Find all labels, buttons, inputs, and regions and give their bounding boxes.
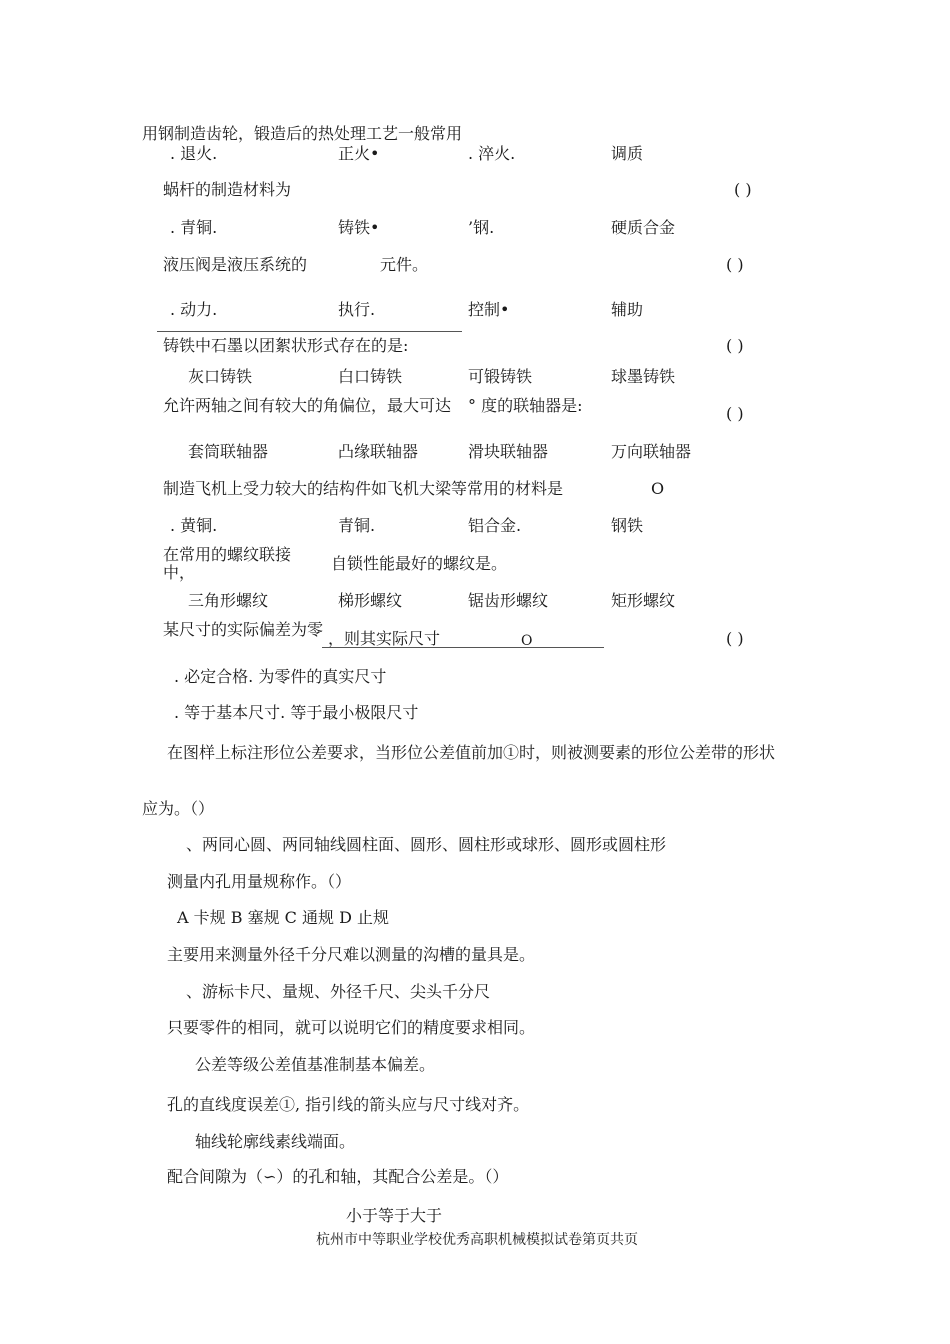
q9-stem-end: 应为。（） [142,799,215,818]
q5-option-a: 套筒联轴器 [188,442,269,461]
page-footer: 杭州市中等职业学校优秀高职机械模拟试卷第页共页 [316,1232,638,1248]
q6-option-b: 青铜. [338,516,376,535]
divider-line [157,331,462,332]
q2-answer-paren: ( ) [734,180,752,199]
q2-option-c: ’钢. [468,218,495,237]
q2-option-a: . 青铜. [170,218,218,237]
q8-options-line2: . 等于基本尺寸. 等于最小极限尺寸 [174,703,419,722]
q1-option-c: . 淬火. [468,144,516,163]
q5-stem: 允许两轴之间有较大的角偏位，最大可达 [163,396,452,415]
q7-option-a: 三角形螺纹 [188,591,269,610]
q4-option-a: 灰口铸铁 [188,367,253,386]
q8-underline [322,647,604,648]
q3-option-b: 执行. [338,300,376,319]
q4-stem: 铸铁中石墨以团絮状形式存在的是: [163,336,409,355]
q2-option-b: 铸铁• [338,218,380,237]
q1-option-d: 调质 [611,144,644,163]
q8-stem-end: ，则其实际尺寸 [328,629,441,648]
q6-option-c: 铝合金. [468,516,522,535]
q12-options: 公差等级公差值基准制基本偏差。 [195,1055,436,1074]
q6-option-d: 钢铁 [611,516,644,535]
q3-option-c: 控制• [468,300,510,319]
q5-stem-end: ° 度的联轴器是: [468,396,583,415]
q1-option-a: . 退火. [170,144,218,163]
q13-options: 轴线轮廓线素线端面。 [195,1132,356,1151]
q5-answer-paren: ( ) [726,404,744,423]
q3-stem: 液压阀是液压系统的 [163,255,308,274]
q10-options: A 卡规 B 塞规 C 通规 D 止规 [177,908,389,927]
q4-option-d: 球墨铸铁 [611,367,676,386]
q5-option-b: 凸缘联轴器 [338,442,419,461]
q8-answer-paren: ( ) [726,629,744,648]
q7-stem-end: 自锁性能最好的螺纹是。 [331,554,508,573]
q1-option-b: 正火• [338,144,380,163]
q2-stem: 蜗杆的制造材料为 [163,180,292,199]
q6-blank-mark: O [651,479,665,498]
q3-option-d: 辅助 [611,300,644,319]
q4-answer-paren: ( ) [726,336,744,355]
q8-options-line1: . 必定合格. 为零件的真实尺寸 [174,667,387,686]
q1-stem: 用钢制造齿轮，锻造后的热处理工艺一般常用 [142,124,463,143]
q7-option-b: 梯形螺纹 [338,591,403,610]
q14-stem: 配合间隙为（∽）的孔和轴，其配合公差是。（） [167,1167,509,1186]
q9-stem: 在图样上标注形位公差要求，当形位公差值前加①时，则被测要素的形位公差带的形状 [167,743,776,762]
q3-answer-paren: ( ) [726,255,744,274]
q8-blank-mark: O [521,633,533,649]
q4-option-c: 可锻铸铁 [468,367,533,386]
q4-option-b: 白口铸铁 [338,367,403,386]
q7-option-d: 矩形螺纹 [611,591,676,610]
q6-option-a: . 黄铜. [170,516,218,535]
q5-option-d: 万向联轴器 [611,442,692,461]
q6-stem: 制造飞机上受力较大的结构件如飞机大梁等常用的材料是 [163,479,564,498]
q3-stem-end: 元件。 [380,255,429,274]
q11-stem: 主要用来测量外径千分尺难以测量的沟槽的量具是。 [167,945,536,964]
q7-stem: 在常用的螺纹联接中， [163,545,292,582]
q7-option-c: 锯齿形螺纹 [468,591,549,610]
q5-option-c: 滑块联轴器 [468,442,549,461]
q8-stem: 某尺寸的实际偏差为零 [163,621,323,639]
q13-stem: 孔的直线度误差①, 指引线的箭头应与尺寸线对齐。 [167,1095,530,1114]
q3-option-a: . 动力. [170,300,218,319]
q2-option-d: 硬质合金 [611,218,676,237]
q9-options: 、两同心圆、两同轴线圆柱面、圆形、圆柱形或球形、圆形或圆柱形 [186,835,667,854]
q12-stem: 只要零件的相同，就可以说明它们的精度要求相同。 [167,1018,536,1037]
q10-stem: 测量内孔用量规称作。（） [167,872,352,891]
q14-options: 小于等于大于 [346,1206,443,1225]
q11-options: 、游标卡尺、量规、外径千尺、尖头千分尺 [186,982,491,1001]
